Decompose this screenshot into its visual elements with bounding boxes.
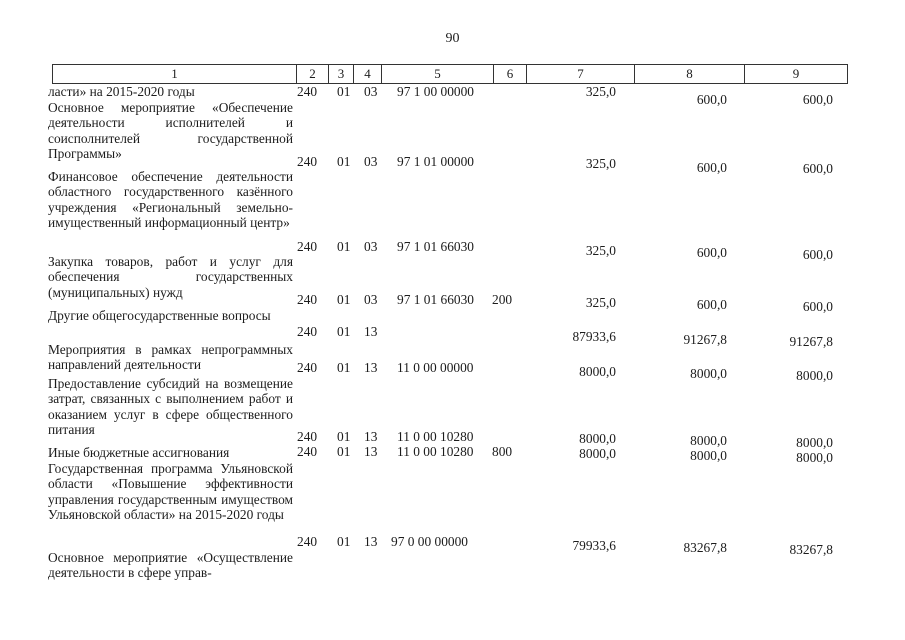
row-value-7: 87933,6 — [572, 329, 616, 344]
page-number: 90 — [445, 31, 460, 46]
row-value-9: 600,0 — [802, 247, 833, 262]
row-code-4: 03 — [364, 292, 378, 307]
row-code-5: 97 1 01 00000 — [397, 154, 474, 169]
row-code-3: 01 — [337, 360, 351, 375]
row-code-4: 13 — [364, 324, 378, 339]
header-col-8: 8 — [634, 65, 744, 83]
header-col-4: 4 — [353, 65, 381, 83]
row-code-4: 13 — [364, 444, 378, 459]
row-code-5: 97 1 00 00000 — [397, 84, 474, 99]
row-value-7: 8000,0 — [579, 446, 616, 461]
row-description: ласти» на 2015-2020 годы — [48, 84, 195, 99]
row-value-8: 8000,0 — [690, 366, 727, 381]
row-code-2: 240 — [297, 429, 318, 444]
row-code-5: 11 0 00 10280 — [397, 444, 474, 459]
header-col-7: 7 — [526, 65, 634, 83]
header-col-5: 5 — [381, 65, 493, 83]
row-code-2: 240 — [297, 444, 318, 459]
row-value-7: 325,0 — [585, 84, 616, 99]
row-description: Государственная программа Ульяновской области «Повышение эффективности управления государственным имуществом Ульяновской области» на 2015-2020 годы — [48, 461, 293, 522]
row-code-3: 01 — [337, 444, 351, 459]
row-code-4: 03 — [364, 154, 378, 169]
row-value-7: 8000,0 — [579, 431, 616, 446]
header-col-3: 3 — [328, 65, 353, 83]
table-header — [52, 64, 848, 84]
row-description: Закупка товаров, работ и услуг для обеспечения государственных (муниципальных) нужд — [48, 254, 293, 300]
row-value-9: 83267,8 — [789, 542, 833, 557]
row-description: Основное мероприятие «Осуществление деятельности в сфере управ- — [48, 550, 293, 581]
row-value-7: 325,0 — [585, 243, 616, 258]
row-value-9: 8000,0 — [796, 450, 833, 465]
header-col-6: 6 — [493, 65, 526, 83]
row-value-9: 91267,8 — [789, 334, 833, 349]
row-description: Другие общегосударственные вопросы — [48, 308, 271, 323]
row-code-3: 01 — [337, 84, 351, 99]
row-code-6: 800 — [492, 444, 513, 459]
row-code-4: 03 — [364, 84, 378, 99]
row-value-7: 79933,6 — [572, 538, 616, 553]
row-code-5: 97 0 00 00000 — [391, 534, 468, 549]
row-code-2: 240 — [297, 324, 318, 339]
header-col-9: 9 — [744, 65, 847, 83]
row-code-5: 97 1 01 66030 — [397, 292, 474, 307]
row-code-2: 240 — [297, 534, 318, 549]
row-value-8: 8000,0 — [690, 433, 727, 448]
row-code-6: 200 — [492, 292, 513, 307]
row-code-3: 01 — [337, 429, 351, 444]
row-value-9: 600,0 — [802, 92, 833, 107]
row-value-8: 600,0 — [696, 160, 727, 175]
header-col-2: 2 — [296, 65, 328, 83]
row-value-8: 83267,8 — [683, 540, 727, 555]
row-code-3: 01 — [337, 239, 351, 254]
row-value-8: 8000,0 — [690, 448, 727, 463]
row-value-8: 600,0 — [696, 92, 727, 107]
row-value-7: 325,0 — [585, 295, 616, 310]
header-col-1: 1 — [171, 66, 178, 81]
row-code-2: 240 — [297, 154, 318, 169]
row-code-2: 240 — [297, 84, 318, 99]
row-code-2: 240 — [297, 239, 318, 254]
row-code-2: 240 — [297, 360, 318, 375]
row-description: Предоставление субсидий на возмещение затрат, связанных с выполнением работ и оказанием услуг в сфере общественного питания — [48, 376, 293, 437]
row-value-7: 8000,0 — [579, 364, 616, 379]
row-value-9: 8000,0 — [796, 435, 833, 450]
row-code-5: 97 1 01 66030 — [397, 239, 474, 254]
row-description: Основное мероприятие «Обеспечение деятельности исполнителей и соисполнителей государственной Программы» — [48, 100, 293, 161]
row-value-8: 600,0 — [696, 297, 727, 312]
row-description: Мероприятия в рамках непрограммных направлений деятельности — [48, 342, 293, 373]
row-code-3: 01 — [337, 292, 351, 307]
row-code-2: 240 — [297, 292, 318, 307]
row-code-5: 11 0 00 10280 — [397, 429, 474, 444]
row-code-3: 01 — [337, 154, 351, 169]
row-code-4: 13 — [364, 360, 378, 375]
row-value-8: 600,0 — [696, 245, 727, 260]
row-code-3: 01 — [337, 534, 351, 549]
row-value-9: 600,0 — [802, 161, 833, 176]
row-value-7: 325,0 — [585, 156, 616, 171]
row-description: Иные бюджетные ассигнования — [48, 445, 230, 460]
row-code-5: 11 0 00 00000 — [397, 360, 474, 375]
row-code-3: 01 — [337, 324, 351, 339]
row-value-8: 91267,8 — [683, 332, 727, 347]
row-description: Финансовое обеспечение деятельности областного государственного казённого учреждения «Региональный земельно-имущественный информационный центр» — [48, 169, 293, 230]
row-code-4: 13 — [364, 534, 378, 549]
row-code-4: 03 — [364, 239, 378, 254]
row-code-4: 13 — [364, 429, 378, 444]
row-value-9: 8000,0 — [796, 368, 833, 383]
row-value-9: 600,0 — [802, 299, 833, 314]
